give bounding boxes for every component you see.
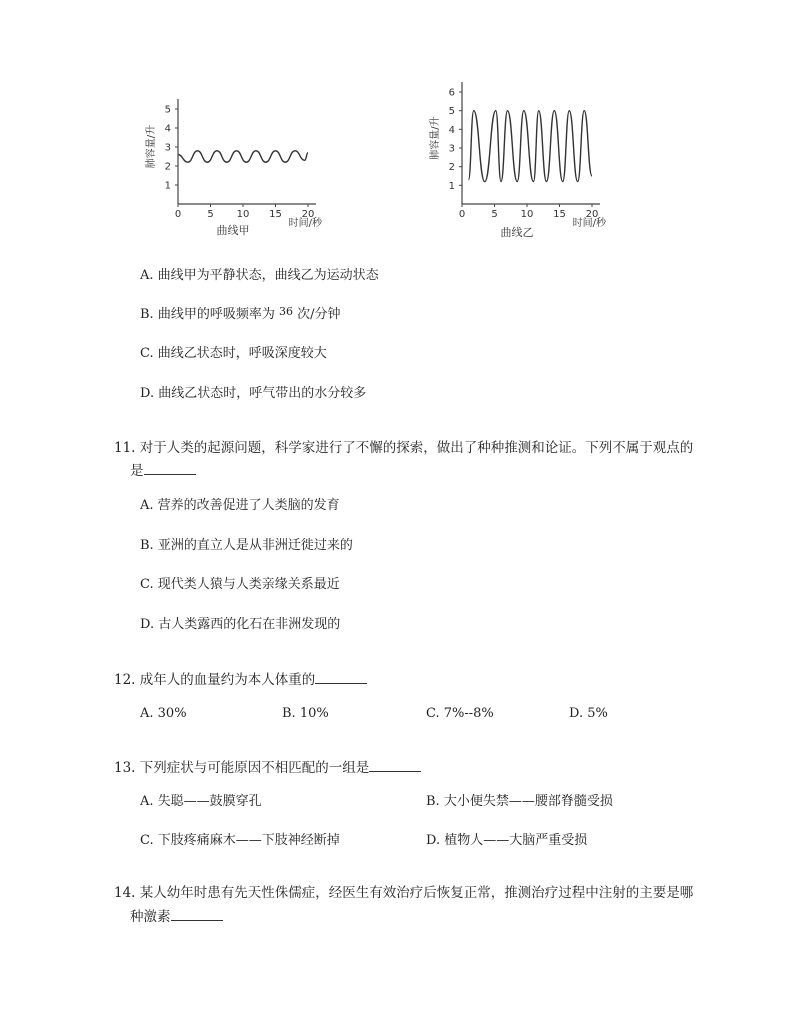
q13-option-c: C. 下肢疼痛麻木——下肢神经断掉 — [140, 833, 340, 848]
x-tick-label: 20 — [301, 209, 315, 220]
q13-option-b: B. 大小便失禁——腰部脊髓受损 — [426, 794, 613, 809]
q12-stem-text: 12. 成年人的血量约为本人体重的 — [114, 672, 316, 688]
q12-option-d: D. 5% — [569, 706, 608, 721]
q13-stem — [114, 757, 421, 779]
x-tick-label: 5 — [207, 209, 214, 220]
q12-option-c: C. 7%--8% — [426, 706, 494, 721]
q10-option-d: D. 曲线乙状态时，呼气带出的水分较多 — [140, 386, 367, 401]
q10-option-b-number: 36 — [278, 305, 293, 318]
chart-jia — [140, 84, 340, 244]
q11-option-a: A. 营养的改善促进了人类脑的发育 — [140, 498, 340, 513]
q10-option-a: A. 曲线甲为平静状态，曲线乙为运动状态 — [140, 268, 379, 283]
x-tick-label: 20 — [585, 209, 599, 220]
q10-option-c: C. 曲线乙状态时，呼吸深度较大 — [140, 346, 327, 361]
q12-stem — [114, 669, 367, 691]
y-tick-label: 3 — [164, 142, 171, 154]
q14-stem-cont — [130, 906, 223, 928]
y-tick-label: 2 — [164, 161, 171, 173]
q10-option-b-text: B. 曲线甲的呼吸频率为 — [140, 307, 275, 322]
answer-blank — [171, 908, 223, 921]
x-tick-label: 10 — [520, 209, 534, 220]
x-tick-label: 0 — [174, 209, 182, 220]
y-tick-label: 4 — [448, 124, 455, 136]
q11-option-b: B. 亚洲的直立人是从非洲迁徙过来的 — [140, 538, 353, 553]
q11-stem-cont — [130, 460, 196, 482]
y-tick-label: 1 — [448, 180, 455, 192]
x-tick-label: 5 — [491, 209, 498, 220]
x-tick-label: 15 — [269, 209, 282, 220]
x-tick-label: 10 — [236, 209, 250, 220]
y-axis-label: 肺容量/升 — [430, 116, 441, 160]
q12-option-a: A. 30% — [140, 706, 187, 721]
answer-blank — [369, 759, 421, 772]
y-tick-label: 6 — [448, 87, 455, 99]
q10-option-b-unit: 次/分钟 — [297, 307, 341, 322]
q14-stem-end: 种激素 — [130, 909, 171, 925]
chart-yi — [424, 72, 624, 244]
y-tick-label: 3 — [448, 143, 455, 155]
q13-stem-text: 13. 下列症状与可能原因不相匹配的一组是 — [114, 760, 370, 776]
y-tick-label: 1 — [164, 180, 171, 192]
y-axis-label: 肺容量/升 — [146, 124, 157, 169]
q11-option-d: D. 古人类露西的化石在非洲发现的 — [140, 617, 341, 632]
series-line — [178, 151, 308, 162]
q12-option-b: B. 10% — [282, 706, 329, 721]
x-axis-label: 时间/秒 — [572, 218, 606, 229]
answer-blank — [144, 462, 196, 475]
q10-option-b — [140, 307, 341, 323]
x-axis-label: 时间/秒 — [288, 218, 322, 229]
x-tick-label: 15 — [553, 209, 566, 220]
y-tick-label: 5 — [448, 106, 455, 118]
q13-option-d: D. 植物人——大脑严重受损 — [426, 833, 588, 848]
series-line — [469, 111, 593, 182]
q11-stem: 11. 对于人类的起源问题，科学家进行了不懈的探索，做出了种种推测和论证。下列不属于观点的 — [114, 440, 694, 456]
y-tick-label: 2 — [448, 162, 455, 174]
q11-option-c: C. 现代类人猿与人类亲缘关系最近 — [140, 577, 340, 592]
q14-stem: 14. 某人幼年时患有先天性侏儒症，经医生有效治疗后恢复正常，推测治疗过程中注射的主要是哪 — [114, 885, 694, 901]
y-tick-label: 5 — [164, 104, 171, 116]
chart-title: 曲线甲 — [216, 224, 250, 237]
chart-title: 曲线乙 — [500, 226, 534, 239]
y-tick-label: 4 — [164, 123, 171, 135]
q11-stem-end: 是 — [130, 463, 144, 479]
answer-blank — [315, 671, 367, 684]
x-tick-label: 0 — [458, 209, 466, 220]
q13-option-a: A. 失聪——鼓膜穿孔 — [140, 794, 262, 809]
